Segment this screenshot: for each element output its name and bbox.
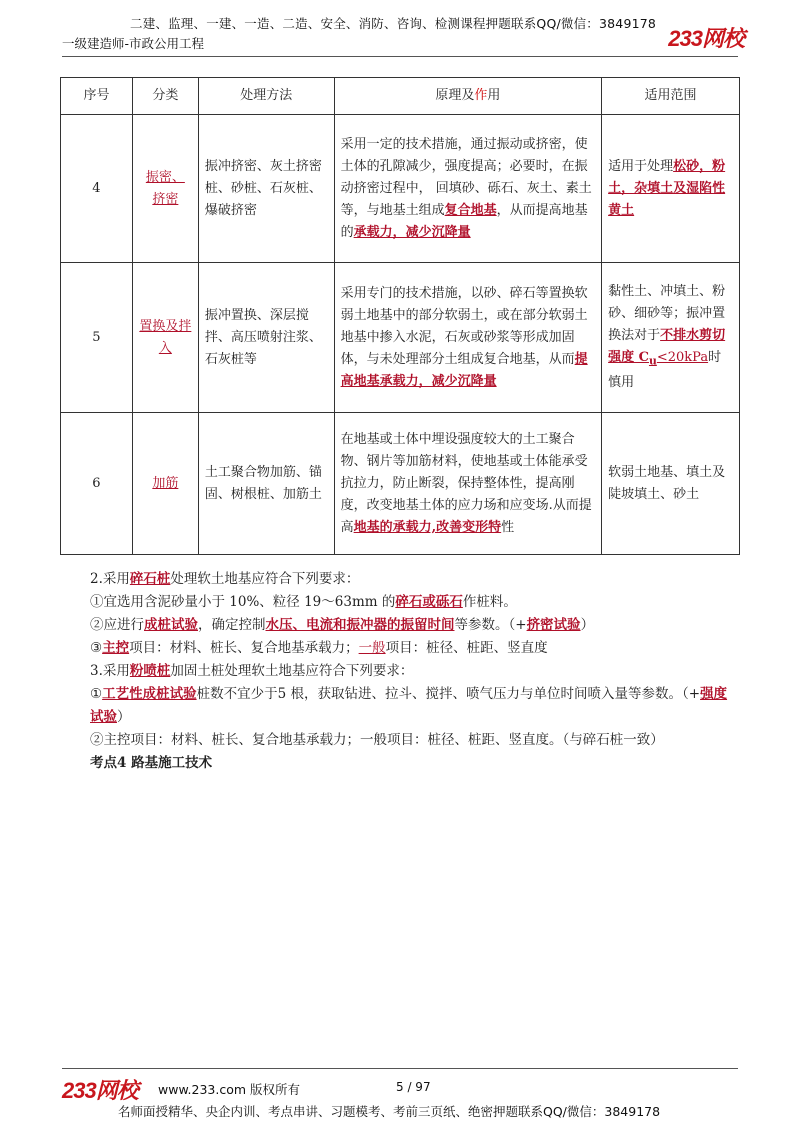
- row-method: 土工聚合物加筋、锚固、树根桩、加筋土: [198, 413, 334, 555]
- text: 适用于处理: [608, 158, 674, 174]
- text: 时慎用: [608, 349, 722, 391]
- highlight: 碎石或砾石: [395, 594, 463, 610]
- highlight: 振密、: [145, 169, 185, 185]
- row-category: [132, 413, 198, 555]
- header-text: 用: [487, 88, 501, 103]
- paragraph: [62, 614, 738, 637]
- text: 采用专门的技术措施，以砂、碎石等置换软弱土地基中的部分软弱土，或在部分软弱土地基中掺入水泥，石灰或砂浆等形成加固体，与未处理部分土组成复合地基，从而: [340, 285, 588, 367]
- footer-copyright: www.233.com 版权所有: [158, 1082, 300, 1097]
- text: 加固土桩处理软土地基应符合下列要求：: [170, 663, 414, 679]
- highlight: 工艺性成桩试验: [102, 686, 197, 702]
- brand-logo: 233网校: [668, 26, 744, 51]
- paragraph: ②主控项目：材料、桩长、复合地基承载力；一般项目：桩径、桩距、竖直度。（与碎石桩一致）: [90, 732, 664, 748]
- highlight: 水压、电流和振冲器的振留时间: [265, 617, 455, 633]
- text: ③: [90, 640, 103, 656]
- row-category: [132, 115, 198, 263]
- highlight: 复合地基: [444, 202, 497, 218]
- text: 3.采用: [90, 663, 130, 679]
- text: ）: [580, 617, 595, 633]
- text: 桩数不宜少于5 根，获取钻进、拉斗、搅拌、喷气压力与单位时间喷入量等参数。（+: [196, 686, 701, 702]
- highlight: 承载力，减少沉降量: [353, 224, 471, 240]
- row-principle: [334, 413, 601, 555]
- row-category: [132, 263, 198, 413]
- section-heading: 考点4 路基施工技术: [90, 755, 213, 771]
- highlight: 不排水剪切强度 C: [608, 327, 726, 365]
- highlight: 地基的承载力,改善变形特: [353, 519, 502, 535]
- col-header-no: 序号: [61, 78, 133, 115]
- highlight: 一般: [358, 640, 386, 656]
- text: ①: [90, 686, 103, 702]
- page-number: 5 / 97: [396, 1080, 431, 1094]
- paragraph: [62, 683, 738, 729]
- text: 采用一定的技术措施，通过振动或挤密，使土体的孔隙减少，强度提高；必要时，在振动挤密过程中， 回填砂、砾石、灰土、素土等，与地基土组成: [340, 136, 592, 218]
- highlight: 提高地基承载力，减少沉降量: [340, 351, 588, 389]
- text: 在地基或土体中埋设强度较大的土工聚合物、钢片等加筋材料，使地基或土体能承受抗拉力，防止断裂，保持整体性，提高刚度，改变地基土体的应力场和应变场.从而提高: [340, 431, 592, 535]
- col-header-method: 处理方法: [198, 78, 334, 115]
- text: 2.采用: [90, 571, 130, 587]
- highlight: 加筋: [152, 475, 179, 491]
- table-row: [61, 115, 740, 263]
- footer-divider: [62, 1068, 738, 1069]
- col-header-principle: [334, 78, 601, 115]
- text: 项目：材料、桩长、复合地基承载力；: [129, 640, 359, 656]
- text: ①宜选用含泥砂量小于 10%、粒径 19～63mm 的: [90, 594, 396, 610]
- highlight: <20kPa: [656, 349, 709, 365]
- highlight: 挤密: [152, 191, 179, 207]
- text: 性: [501, 519, 515, 535]
- row-method: 振冲置换、深层搅拌、高压喷射注浆、石灰桩等: [198, 263, 334, 413]
- body-text: [62, 568, 738, 775]
- highlight: 挤密试验: [526, 617, 581, 633]
- highlight: 碎石桩: [129, 571, 171, 587]
- document-subtitle: 一级建造师-市政公用工程: [62, 36, 205, 51]
- highlight: 强度试验: [90, 686, 728, 725]
- header-text: 原理及: [435, 88, 475, 103]
- text: ）: [117, 709, 131, 725]
- row-principle: [334, 115, 601, 263]
- row-no: 6: [61, 413, 133, 555]
- highlight: 主控: [102, 640, 130, 656]
- text: ，确定控制: [198, 617, 266, 633]
- highlight: 成桩试验: [144, 617, 198, 633]
- row-principle: [334, 263, 601, 413]
- footer-contact-line: 名师面授精华、央企内训、考点串讲、习题模考、考前三页纸、绝密押题联系QQ/微信：3849178: [118, 1104, 661, 1119]
- text: ②应进行: [90, 617, 144, 633]
- text: ，从而提高地基的: [340, 202, 588, 240]
- row-method: 振冲挤密、灰土挤密桩、砂桩、石灰桩、爆破挤密: [198, 115, 334, 263]
- soft-soil-treatment-table: [60, 77, 740, 555]
- highlight: 松砂，粉土，杂填土及湿陷性黄土: [608, 158, 726, 218]
- highlight: 置换及拌入: [139, 318, 192, 356]
- header-text-red: 作: [474, 88, 488, 103]
- text: 项目：桩径、桩距、竖直度: [385, 640, 548, 656]
- row-scope: [602, 115, 740, 263]
- highlight: u: [648, 354, 657, 368]
- text: 作桩料。: [462, 594, 517, 610]
- paragraph: [62, 637, 738, 660]
- paragraph: [62, 591, 738, 614]
- row-no: 4: [61, 115, 133, 263]
- paragraph: [62, 568, 738, 591]
- text: 等参数。（+: [454, 617, 527, 633]
- highlight: 粉喷桩: [129, 663, 171, 679]
- header-divider: [62, 56, 738, 57]
- table-header-row: [61, 78, 740, 115]
- row-no: 5: [61, 263, 133, 413]
- table-row: [61, 263, 740, 413]
- text: 黏性土、冲填土、粉砂、细砂等；振冲置换法对于: [608, 283, 726, 343]
- col-header-category: 分类: [132, 78, 198, 115]
- text: 处理软土地基应符合下列要求：: [170, 571, 360, 587]
- col-header-scope: 适用范围: [602, 78, 740, 115]
- row-scope: 软弱土地基、填土及陡坡填土、砂土: [602, 413, 740, 555]
- header-contact-line: 二建、监理、一建、一造、二造、安全、消防、咨询、检测课程押题联系QQ/微信：3849178: [130, 16, 657, 31]
- paragraph: [62, 660, 738, 683]
- footer-logo: 233网校: [62, 1078, 138, 1103]
- table-row: [61, 413, 740, 555]
- row-scope: [602, 263, 740, 413]
